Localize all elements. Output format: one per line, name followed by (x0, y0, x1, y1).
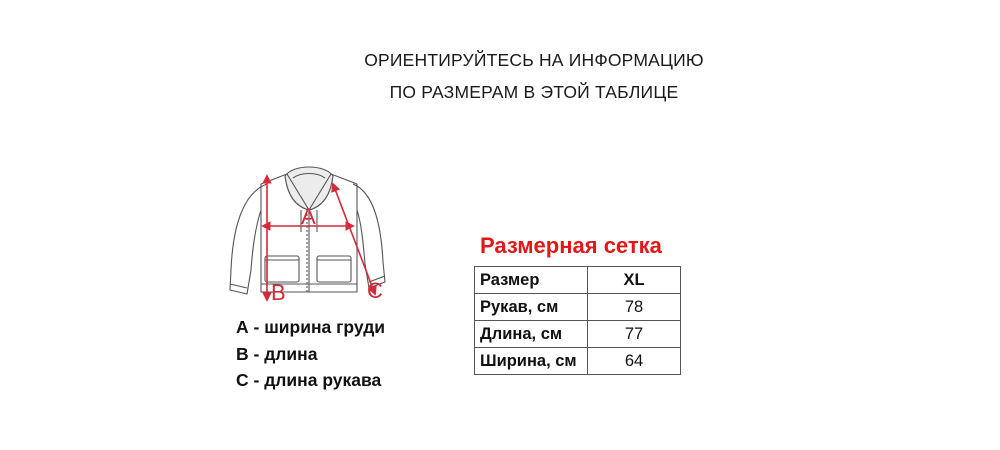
jacket-outline (230, 167, 385, 294)
instruction-heading (0, 44, 1000, 108)
row-label: Ширина, см (475, 348, 588, 375)
table-row (475, 321, 681, 348)
table-row (475, 294, 681, 321)
row-value: 77 (588, 321, 681, 348)
legend-item-b: В - длина (236, 343, 318, 364)
jacket-measurement-diagram (215, 162, 400, 310)
header-size-value: XL (588, 267, 681, 294)
legend-item-c: С - длина рукава (236, 370, 382, 390)
instruction-line-2: ПО РАЗМЕРАМ В ЭТОЙ ТАБЛИЦЕ (389, 82, 679, 102)
instruction-line-1: ОРИЕНТИРУЙТЕСЬ НА ИНФОРМАЦИЮ (364, 50, 704, 70)
table-row (475, 348, 681, 375)
row-value: 78 (588, 294, 681, 321)
legend-item-a: А - ширина груди (236, 317, 386, 337)
measurement-legend (236, 314, 385, 394)
label-b: B (271, 280, 286, 305)
label-c: C (367, 278, 383, 303)
table-header-row (475, 267, 681, 294)
size-chart-title: Размерная сетка (480, 233, 662, 258)
header-size-label: Размер (475, 267, 588, 294)
size-table (474, 266, 681, 375)
row-label: Рукав, см (475, 294, 588, 321)
label-a: A (301, 204, 316, 229)
row-value: 64 (588, 348, 681, 375)
row-label: Длина, см (475, 321, 588, 348)
